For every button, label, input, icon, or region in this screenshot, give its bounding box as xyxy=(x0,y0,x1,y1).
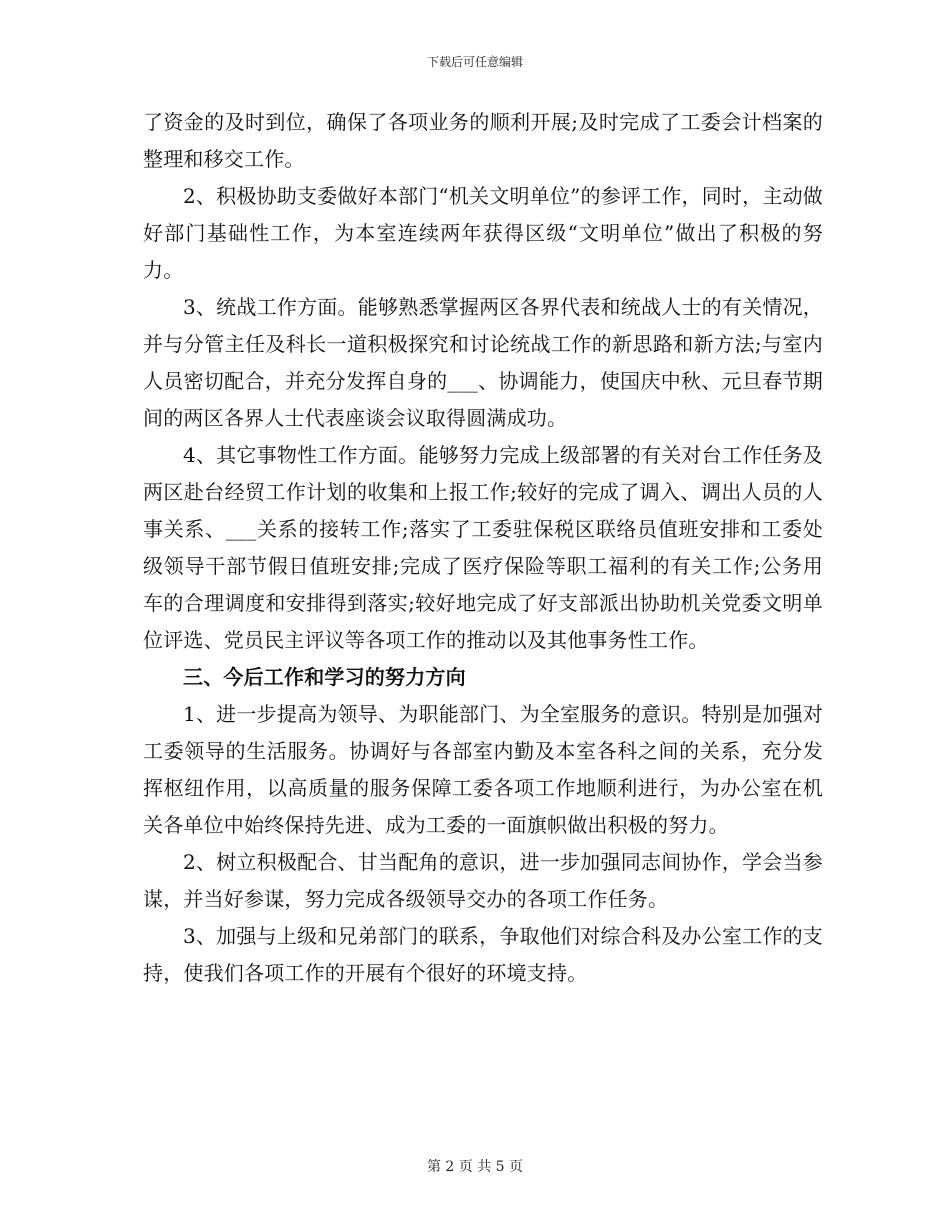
page-header: 下载后可任意编辑 xyxy=(426,55,523,69)
paragraph-item-4: 4、其它事物性工作方面。能够努力完成上级部署的有关对台工作任务及两区赴台经贸工作计划的收集和上报工作;较好的完成了调入、调出人员的人事关系、___关系的接转工作;落实了工委驻保税区联络员值班安排和工委处级领导干部节假日值班安排;完成了医疗保险等职工福利的有关工作;公务用车的合理调度和安排得到落实;较好地完成了好支部派出协助机关党委文明单位评选、党员民主评议等各项工作的推动以及其他事务性工作。 xyxy=(143,443,823,652)
paragraph-direction-2: 2、树立积极配合、甘当配角的意识，进一步加强同志间协作，学会当参谋，并当好参谋，努力完成各级领导交办的各项工作任务。 xyxy=(143,850,823,911)
paragraph-item-2: 2、积极协助支委做好本部门“机关文明单位”的参评工作，同时，主动做好部门基础性工作，为本室连续两年获得区级“文明单位”做出了积极的努力。 xyxy=(143,184,823,282)
paragraph-continuation: 了资金的及时到位，确保了各项业务的顺利开展;及时完成了工委会计档案的整理和移交工作。 xyxy=(143,110,823,171)
paragraph-direction-3: 3、加强与上级和兄弟部门的联系，争取他们对综合科及办公室工作的支持，使我们各项工作的开展有个很好的环境支持。 xyxy=(143,924,823,985)
page-footer: 第 2 页 共 5 页 xyxy=(426,1159,524,1175)
paragraph-item-3: 3、统战工作方面。能够熟悉掌握两区各界代表和统战人士的有关情况，并与分管主任及科长一道积极探究和讨论统战工作的新思路和新方法;与室内人员密切配合，并充分发挥自身的___、协调能力，使国庆中秋、元旦春节期间的两区各界人士代表座谈会议取得圆满成功。 xyxy=(143,295,823,430)
section-heading: 三、今后工作和学习的努力方向 xyxy=(183,665,466,689)
document-body xyxy=(143,104,823,992)
paragraph-direction-1: 1、进一步提高为领导、为职能部门、为全室服务的意识。特别是加强对工委领导的生活服务。协调好与各部室内勤及本室各科之间的关系，充分发挥枢纽作用，以高质量的服务保障工委各项工作地顺利进行，为办公室在机关各单位中始终保持先进、成为工委的一面旗帜做出积极的努力。 xyxy=(143,702,823,837)
